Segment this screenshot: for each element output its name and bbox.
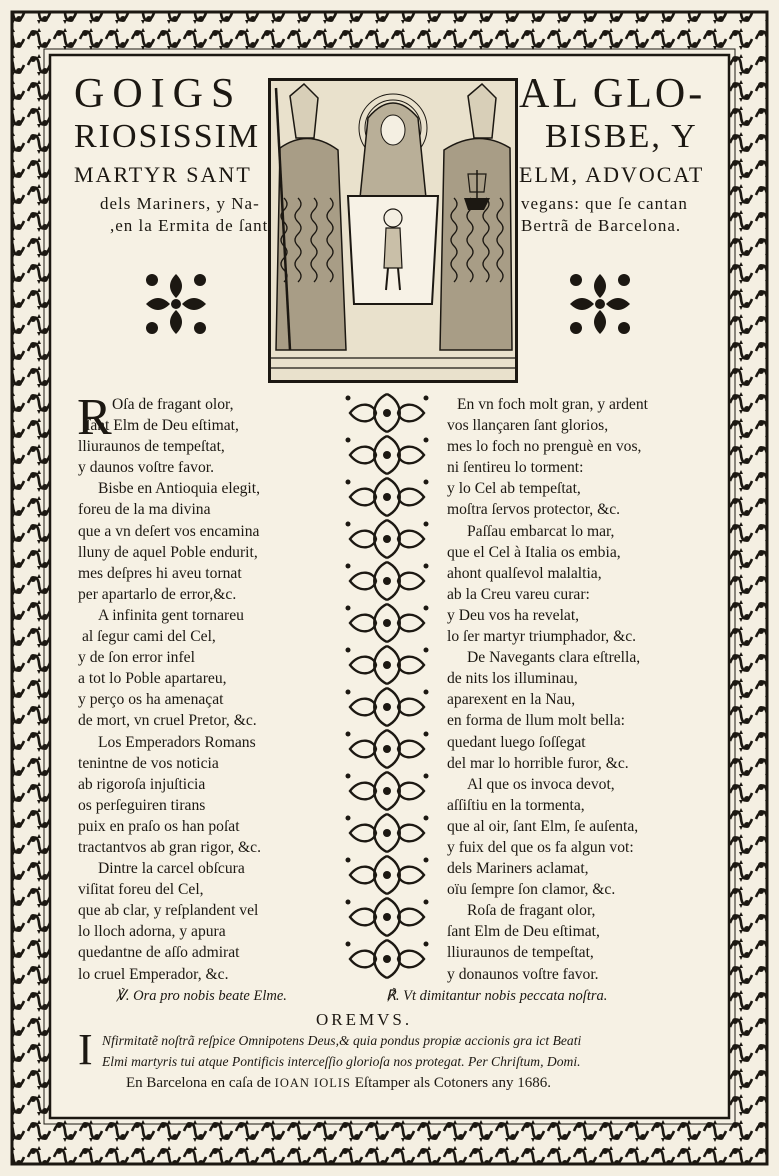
verse-line: lliuraunos de tempeſtat, (447, 944, 594, 962)
verse-line: Roſa de fragant olor, (467, 902, 596, 920)
verse-line: ni ſentireu lo torment: (447, 459, 584, 477)
imprint-prefix: En Barcelona en caſa de (126, 1075, 275, 1091)
verse-line: lo cruel Emperador, &c. (78, 965, 229, 983)
verse-line: lo ſer martyr triumphador, &c. (447, 628, 637, 646)
title-line-2-left: RIOSISSIM (74, 118, 261, 155)
verse-line: os perſeguiren tirans (78, 796, 206, 814)
verse-line: aſſiſtiu en la tormenta, (447, 796, 585, 814)
drop-cap: R (77, 389, 112, 446)
verse-line: y daunos voſtre favor. (78, 459, 214, 477)
title-line-4-left: dels Mariners, y Na- (100, 194, 260, 213)
verse-line: tenintne de vos noticia (78, 754, 219, 772)
verse-line: que al oir, ſant Elm, ſe auſenta, (447, 817, 639, 835)
verse-line: ab la Creu vareu curar: (447, 585, 590, 603)
imprint-printer-name: IOAN IOLIS (274, 1076, 351, 1090)
verse-column-right (447, 394, 648, 985)
verse-line: oïu ſempre ſon clamor, &c. (447, 881, 616, 899)
saints-woodcut-image (268, 78, 518, 383)
verse-line: Al que os invoca devot, (467, 775, 615, 793)
response: ℟. Vt dimitantur nobis peccata noſtra. (386, 988, 608, 1004)
verse-line: y de ſon error infel (78, 649, 195, 667)
verse-line: Dintre la carcel obſcura (98, 860, 245, 878)
verse-line: A infinita gent tornareu (98, 606, 244, 624)
verse-line: En vn foch molt gran, y ardent (457, 396, 648, 413)
prayer-line-1: Nfirmitatẽ noſtrã reſpice Omnipotens Deus,& quia pondus propiæ accionis gra ict Beati (102, 1033, 582, 1048)
verse-line: dels Mariners aclamat, (447, 860, 589, 878)
verse-line: ahont qualſevol malaltia, (447, 564, 602, 582)
central-ornament-column (340, 392, 434, 980)
verse-line: lliuraunos de tempeſtat, (78, 438, 225, 456)
prayer-initial: I (78, 1025, 93, 1074)
verse-line: y perço os ha amenaçat (78, 691, 224, 709)
verse-line: que el Cel à Italia os embia, (447, 543, 621, 561)
title-line-5-left: ,en la Ermita de ſant (110, 216, 269, 235)
verse-line: y lo Cel ab tempeſtat, (447, 480, 581, 498)
verse-line: Bisbe en Antioquia elegit, (98, 480, 260, 498)
verse-line: ſant Elm de Deu eſtimat, (86, 417, 239, 435)
verse-line: lo lloch adorna, y apura (78, 923, 226, 941)
verse-line: a tot lo Poble apartareu, (78, 670, 227, 688)
verse-line: de mort, vn cruel Pretor, &c. (78, 712, 257, 730)
verse-line: al ſegur cami del Cel, (82, 628, 216, 646)
title-line-3-right: ELM, ADVOCAT (519, 162, 705, 187)
imprint-suffix: Eſtamper als Cotoners any 1686. (350, 1075, 551, 1091)
title-line-2-right: BISBE, Y (545, 118, 698, 155)
verse-line: ſant Elm de Deu eſtimat, (447, 923, 600, 941)
verse-line: en forma de llum molt bella: (447, 712, 625, 730)
verse-line: per apartarlo de error,&c. (78, 585, 237, 603)
verse-line: quedantne de aſſo admirat (78, 944, 240, 962)
verse-line: lluny de aquel Poble endurit, (78, 543, 258, 561)
verse-line: de nits los illuminau, (447, 670, 578, 688)
verse-line: De Navegants clara eſtrella, (467, 649, 641, 667)
title-line-3-left: MARTYR SANT (74, 162, 252, 187)
verse-line: Oſa de fragant olor, (112, 396, 234, 413)
verse-line: mes lo foch no prenguè en vos, (447, 438, 642, 456)
verse-column-left (77, 389, 261, 985)
fleuron-ornament-left (140, 268, 212, 340)
verse-line: vos llançaren ſant glorios, (447, 417, 609, 435)
verse-line: Los Emperadors Romans (98, 733, 256, 751)
verse-line: aparexent en la Nau, (447, 691, 576, 709)
verse-line: foreu de la ma divina (78, 501, 211, 519)
verse-line: mes deſpres hi aveu tornat (78, 564, 242, 582)
verse-line: que ab clar, y reſplandent vel (78, 902, 259, 920)
oremus-heading: OREMVS. (316, 1010, 413, 1029)
verse-line: ab rigoroſa injuſticia (78, 775, 206, 793)
title-line-5-right: Bertrã de Barcelona. (521, 216, 682, 235)
verse-line: Paſſau embarcat lo mar, (467, 522, 615, 540)
verse-line: quedant luego ſoſſegat (447, 733, 586, 751)
title-line-1-right: AL GLO- (519, 71, 706, 117)
verse-line: moſtra ſervos protector, &c. (447, 501, 621, 519)
verse-line: y Deu vos ha revelat, (447, 606, 580, 624)
imprint-line (126, 1075, 551, 1092)
verse-line: que a vn deſert vos encamina (78, 522, 260, 540)
versicle: ℣. Ora pro nobis beate Elme. (116, 988, 287, 1004)
title-line-4-right: vegans: que ſe cantan (521, 194, 688, 213)
verse-line: viſitat foreu del Cel, (78, 881, 204, 899)
verse-line: puix en praſo os han poſat (78, 817, 240, 835)
prayer-line-2: Elmi martyris tui atque Pontificis interceſſio glorioſa nos protegat. Per Chriſtum, Domi. (102, 1054, 581, 1069)
fleuron-ornament-right (564, 268, 636, 340)
verse-line: tractantvos ab gran rigor, &c. (78, 838, 261, 856)
verse-line: y donaunos voſtre favor. (447, 965, 599, 983)
verse-line: y fuix del que os fa algun vot: (447, 838, 634, 856)
verse-line: del mar lo horrible furor, &c. (447, 754, 629, 772)
title-line-1-left: GOIGS (74, 71, 243, 117)
